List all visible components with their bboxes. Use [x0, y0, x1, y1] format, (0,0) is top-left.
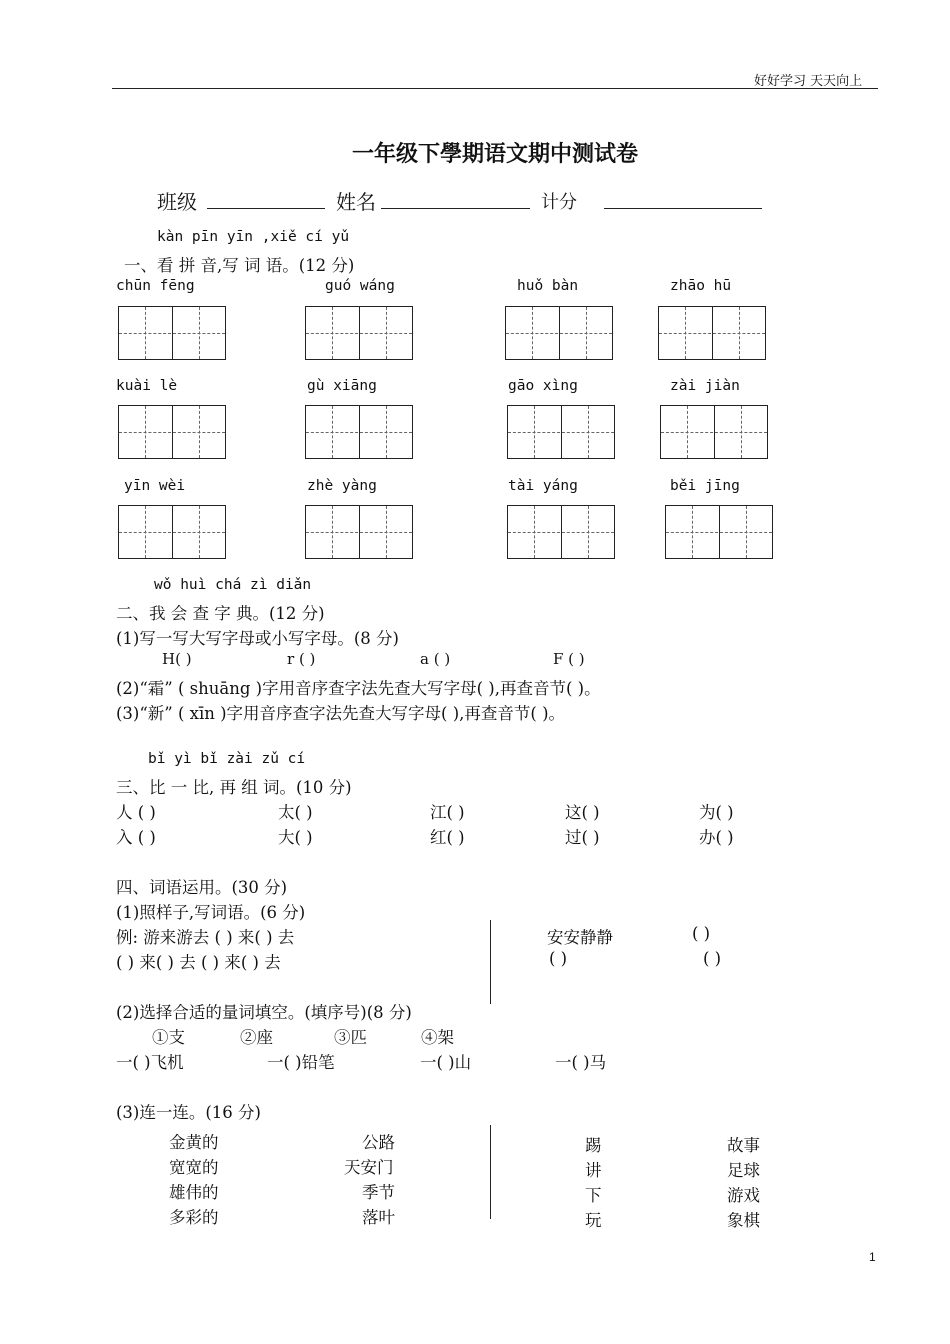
- letter-blank[interactable]: r ( ): [287, 650, 316, 668]
- s4-q3: (3)连一连。(16 分): [116, 1103, 261, 1122]
- s2-pinyin: wǒ huì chá zì diǎn: [154, 577, 312, 593]
- writing-grid[interactable]: [305, 505, 413, 559]
- s3-pinyin: bǐ yì bǐ zài zǔ cí: [148, 751, 306, 767]
- name-field[interactable]: [381, 208, 530, 209]
- s2-q1: (1)写一写大写字母或小写字母。(8 分): [116, 629, 399, 648]
- word-pinyin: gāo xìng: [508, 378, 578, 394]
- option-item: ③匹: [334, 1028, 367, 1047]
- match-right[interactable]: 落叶: [362, 1208, 395, 1227]
- class-field[interactable]: [207, 208, 325, 209]
- option-item: ①支: [152, 1028, 185, 1047]
- match-left[interactable]: 宽宽的: [169, 1158, 219, 1177]
- page-title: 一年级下學期语文期中测试卷: [351, 141, 638, 167]
- match-left[interactable]: 多彩的: [169, 1208, 219, 1227]
- writing-grid[interactable]: [118, 505, 226, 559]
- compare-item[interactable]: 人 ( ): [116, 803, 156, 822]
- match-left[interactable]: 玩: [585, 1211, 602, 1230]
- writing-grid[interactable]: [665, 505, 773, 559]
- class-label: 班级: [157, 190, 197, 214]
- match-left[interactable]: 踢: [585, 1136, 602, 1155]
- compare-item[interactable]: 大( ): [278, 828, 313, 847]
- match-right[interactable]: 公路: [362, 1133, 395, 1152]
- match-right[interactable]: 足球: [727, 1161, 760, 1180]
- s2-heading: 二、我 会 查 字 典。(12 分): [116, 604, 325, 623]
- letter-blank[interactable]: H( ): [162, 650, 192, 668]
- word-pinyin: běi jīng: [670, 478, 740, 494]
- s1-pinyin: kàn pīn yīn ,xiě cí yǔ: [157, 229, 350, 245]
- writing-grid[interactable]: [507, 405, 615, 459]
- writing-grid[interactable]: [660, 405, 768, 459]
- match-right[interactable]: 故事: [727, 1136, 760, 1155]
- writing-grid[interactable]: [305, 405, 413, 459]
- word-pinyin: gù xiāng: [307, 378, 377, 394]
- measure-blank[interactable]: 一( )山: [420, 1053, 472, 1072]
- word-pinyin: kuài lè: [116, 378, 178, 394]
- measure-blank[interactable]: 一( )飞机: [116, 1053, 184, 1072]
- measure-blank[interactable]: 一( )马: [555, 1053, 607, 1072]
- s2-q2: (2)“霜” ( shuāng )字用音序查字法先查大写字母( ),再查音节( )。: [116, 679, 601, 698]
- writing-grid[interactable]: [658, 306, 766, 360]
- match-left[interactable]: 下: [585, 1186, 602, 1205]
- exercise-row[interactable]: ( ) 来( ) 去 ( ) 来( ) 去: [116, 953, 281, 972]
- compare-item[interactable]: 过( ): [565, 828, 600, 847]
- score-field[interactable]: [604, 208, 762, 209]
- match-left[interactable]: 雄伟的: [169, 1183, 219, 1202]
- word-pinyin: zhāo hū: [670, 278, 732, 294]
- compare-item[interactable]: 入 ( ): [116, 828, 156, 847]
- word-pinyin: zài jiàn: [670, 378, 740, 394]
- writing-grid[interactable]: [305, 306, 413, 360]
- word-pinyin: huǒ bàn: [517, 278, 579, 294]
- s1-heading: 一、看 拼 音,写 词 语。(12 分): [124, 256, 355, 275]
- s4-q1: (1)照样子,写词语。(6 分): [116, 903, 306, 922]
- match-right[interactable]: 天安门: [344, 1158, 394, 1177]
- s4-heading: 四、词语运用。(30 分): [116, 878, 288, 897]
- s2-q3: (3)“新” ( xīn )字用音序查字法先查大写字母( ),再查音节( )。: [116, 704, 566, 723]
- compare-item[interactable]: 办( ): [699, 828, 734, 847]
- match-right[interactable]: 象棋: [727, 1211, 760, 1230]
- compare-item[interactable]: 这( ): [565, 803, 600, 822]
- word-blank[interactable]: ( ): [692, 924, 711, 943]
- letter-blank[interactable]: a ( ): [420, 650, 451, 668]
- word-blank[interactable]: ( ): [549, 949, 568, 968]
- writing-grid[interactable]: [118, 405, 226, 459]
- word-pinyin: zhè yàng: [307, 478, 377, 494]
- header-motto: 好好学习 天天向上: [754, 74, 863, 89]
- measure-blank[interactable]: 一( )铅笔: [267, 1053, 335, 1072]
- writing-grid[interactable]: [507, 505, 615, 559]
- compare-item[interactable]: 红( ): [430, 828, 465, 847]
- word-blank[interactable]: ( ): [703, 949, 722, 968]
- compare-item[interactable]: 为( ): [699, 803, 734, 822]
- page-number: 1: [869, 1250, 876, 1264]
- writing-grid[interactable]: [505, 306, 613, 360]
- match-left[interactable]: 讲: [585, 1161, 602, 1180]
- s3-heading: 三、比 一 比, 再 组 词。(10 分): [116, 778, 352, 797]
- column-divider: [490, 920, 491, 1004]
- writing-grid[interactable]: [118, 306, 226, 360]
- s4-q2: (2)选择合适的量词填空。(填序号)(8 分): [116, 1003, 412, 1022]
- column-divider: [490, 1125, 491, 1219]
- word-pinyin: chūn fēng: [116, 278, 195, 294]
- compare-item[interactable]: 江( ): [430, 803, 465, 822]
- word-pinyin: yīn wèi: [124, 478, 186, 494]
- match-right[interactable]: 季节: [362, 1183, 395, 1202]
- name-label: 姓名: [336, 190, 376, 214]
- example-row: 例: 游来游去 ( ) 来( ) 去: [116, 928, 295, 947]
- example-word: 安安静静: [547, 928, 613, 947]
- word-pinyin: tài yáng: [508, 478, 578, 494]
- match-right[interactable]: 游戏: [727, 1186, 760, 1205]
- word-pinyin: guó wáng: [325, 278, 395, 294]
- score-label: 计分: [541, 192, 577, 213]
- match-left[interactable]: 金黄的: [169, 1133, 219, 1152]
- header-rule: [112, 88, 878, 89]
- option-item: ④架: [421, 1028, 454, 1047]
- letter-blank[interactable]: F ( ): [553, 650, 585, 668]
- option-item: ②座: [240, 1028, 273, 1047]
- compare-item[interactable]: 太( ): [278, 803, 313, 822]
